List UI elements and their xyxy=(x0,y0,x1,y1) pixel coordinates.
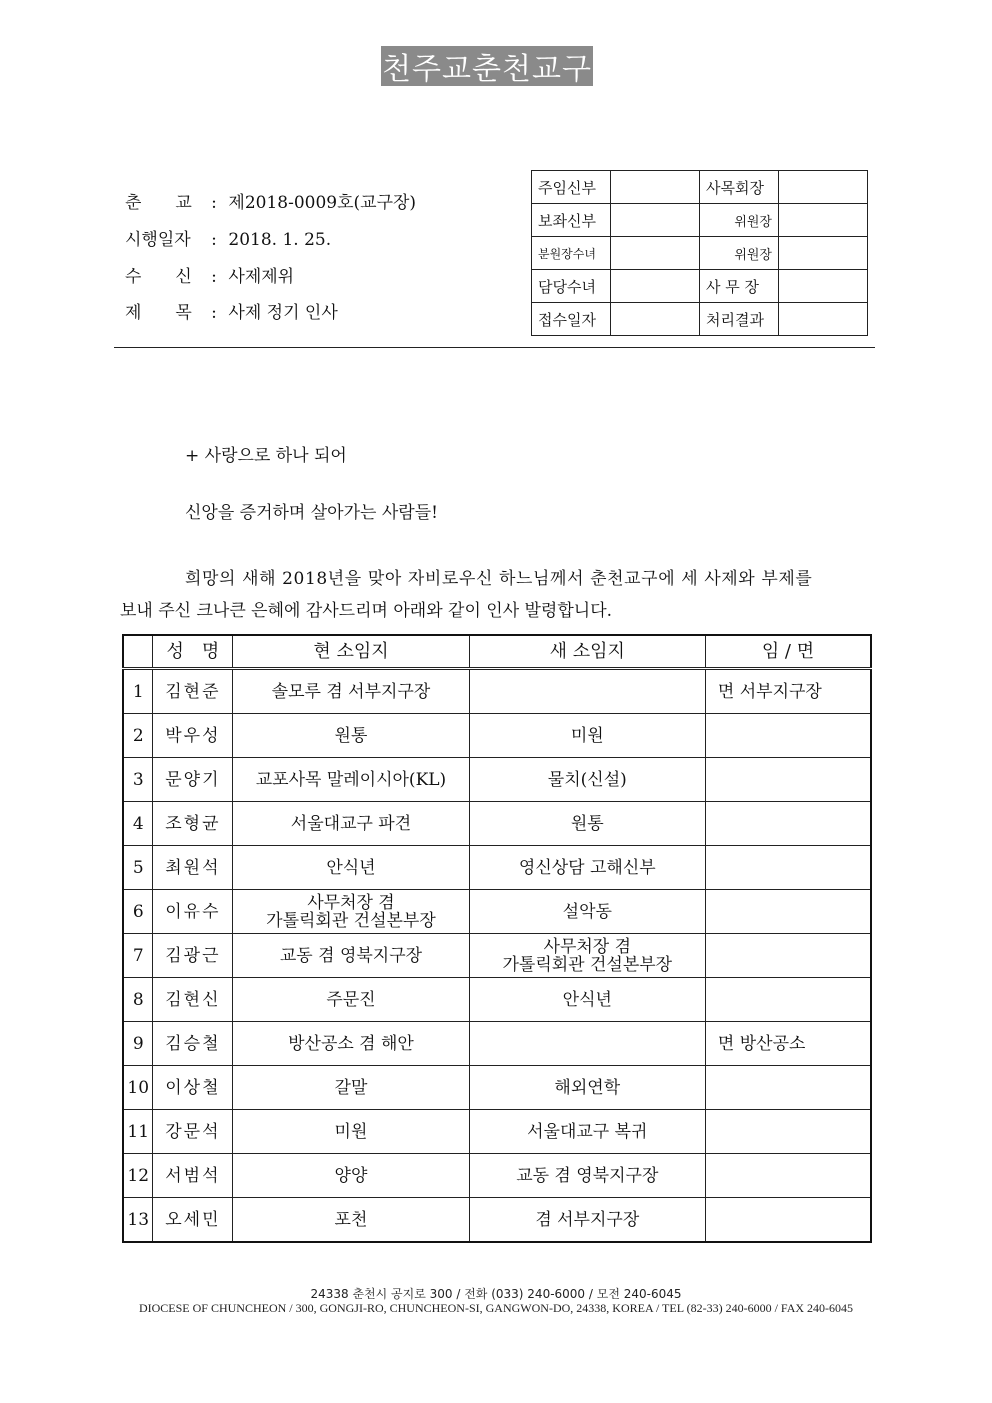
header-divider xyxy=(114,347,875,348)
row-index: 9 xyxy=(123,1022,153,1066)
approval-row xyxy=(532,303,868,336)
row-appoint-dismiss xyxy=(705,1198,871,1243)
row-index: 10 xyxy=(123,1066,153,1110)
row-name: 김현신 xyxy=(153,978,233,1022)
meta-row-number: 춘 교 : 제2018-0009호(교구장) xyxy=(125,188,416,213)
meta-row-subject: 제 목 : 사제 정기 인사 xyxy=(125,298,338,323)
table-row xyxy=(123,978,871,1022)
approval-cell xyxy=(779,171,868,204)
approval-label: 분원장수녀 xyxy=(532,237,611,270)
header-name: 성 명 xyxy=(153,635,233,669)
table-row xyxy=(123,1022,871,1066)
row-current-post: 주문진 xyxy=(233,978,469,1022)
row-name: 최원석 xyxy=(153,846,233,890)
row-current-post: 안식년 xyxy=(233,846,469,890)
row-index: 13 xyxy=(123,1198,153,1243)
row-new-post: 해외연학 xyxy=(469,1066,705,1110)
row-new-post: 설악동 xyxy=(469,890,705,934)
row-index: 2 xyxy=(123,714,153,758)
row-new-post: 안식년 xyxy=(469,978,705,1022)
body-paragraph-line2: 보내 주신 크나큰 은혜에 감사드리며 아래와 같이 인사 발령합니다. xyxy=(120,601,613,621)
meta-row-recipient: 수 신 : 사제제위 xyxy=(125,262,294,287)
row-new-post: 교동 겸 영북지구장 xyxy=(469,1154,705,1198)
row-new-post: 미원 xyxy=(469,714,705,758)
row-current-post: 방산공소 겸 해안 xyxy=(233,1022,469,1066)
row-appoint-dismiss: 면 서부지구장 xyxy=(705,669,871,714)
table-row xyxy=(123,890,871,934)
approval-label: 담당수녀 xyxy=(532,270,611,303)
row-name: 오세민 xyxy=(153,1198,233,1243)
row-index: 11 xyxy=(123,1110,153,1154)
body-paragraph-line1: 희망의 새해 2018년을 맞아 자비로우신 하느님께서 춘천교구에 세 사제와 부제를 xyxy=(185,569,813,589)
row-current-post: 사무처장 겸 가톨릭회관 건설본부장 xyxy=(233,890,469,934)
approval-cell xyxy=(611,237,700,270)
meta-value: 2018. 1. 25. xyxy=(228,230,332,250)
row-appoint-dismiss xyxy=(705,846,871,890)
approval-row xyxy=(532,237,868,270)
meta-key: 시행일자 xyxy=(125,230,191,250)
row-name: 조형균 xyxy=(153,802,233,846)
footer-address-english: DIOCESE OF CHUNCHEON / 300, GONGJI-RO, CHUNCHEON-SI, GANGWON-DO, 24338, KOREA / TEL (82-33) 240-6000 / FAX 240-6045 xyxy=(138,1301,854,1315)
meta-value: 사제제위 xyxy=(228,267,295,287)
row-appoint-dismiss xyxy=(705,714,871,758)
row-appoint-dismiss xyxy=(705,978,871,1022)
header-current-post: 현 소임지 xyxy=(233,635,469,669)
row-current-post: 교포사목 말레이시아(KL) xyxy=(233,758,469,802)
appointments-table xyxy=(122,634,872,1243)
approval-row xyxy=(532,204,868,237)
meta-value: 사제 정기 인사 xyxy=(228,303,338,323)
table-header-row xyxy=(123,635,871,669)
row-new-post: 물치(신설) xyxy=(469,758,705,802)
approval-cell xyxy=(611,303,700,336)
meta-value: 제2018-0009호(교구장) xyxy=(228,193,417,213)
approval-row xyxy=(532,171,868,204)
approval-cell xyxy=(779,204,868,237)
table-row xyxy=(123,714,871,758)
row-current-post: 원통 xyxy=(233,714,469,758)
approval-label: 주임신부 xyxy=(532,171,611,204)
approval-cell xyxy=(779,303,868,336)
table-row xyxy=(123,758,871,802)
row-appoint-dismiss xyxy=(705,758,871,802)
row-current-post: 교동 겸 영북지구장 xyxy=(233,934,469,978)
row-index: 12 xyxy=(123,1154,153,1198)
row-new-post xyxy=(469,1022,705,1066)
meta-key: 제 목 xyxy=(125,303,192,323)
row-current-post: 서울대교구 파견 xyxy=(233,802,469,846)
row-new-post xyxy=(469,669,705,714)
approval-cell xyxy=(611,270,700,303)
row-index: 7 xyxy=(123,934,153,978)
row-current-post: 갈말 xyxy=(233,1066,469,1110)
row-current-post: 포천 xyxy=(233,1198,469,1243)
row-appoint-dismiss xyxy=(705,802,871,846)
row-new-post: 겸 서부지구장 xyxy=(469,1198,705,1243)
footer-address-korean: 24338 춘천시 공지로 300 / 전화 (033) 240-6000 / 모전 240-6045 xyxy=(310,1287,682,1301)
row-name: 이상철 xyxy=(153,1066,233,1110)
approval-label: 위원장 xyxy=(700,204,779,237)
row-appoint-dismiss: 면 방산공소 xyxy=(705,1022,871,1066)
approval-label: 위원장 xyxy=(700,237,779,270)
row-index: 4 xyxy=(123,802,153,846)
row-name: 문양기 xyxy=(153,758,233,802)
approval-cell xyxy=(779,270,868,303)
row-name: 이유수 xyxy=(153,890,233,934)
row-index: 5 xyxy=(123,846,153,890)
table-row xyxy=(123,1154,871,1198)
approval-label: 사 무 장 xyxy=(700,270,779,303)
header-index xyxy=(123,635,153,669)
row-name: 김승철 xyxy=(153,1022,233,1066)
approval-label: 보좌신부 xyxy=(532,204,611,237)
approval-label: 사목회장 xyxy=(700,171,779,204)
approval-label: 접수일자 xyxy=(532,303,611,336)
row-name: 강문석 xyxy=(153,1110,233,1154)
row-new-post: 서울대교구 복귀 xyxy=(469,1110,705,1154)
table-row xyxy=(123,934,871,978)
row-new-post: 원통 xyxy=(469,802,705,846)
table-row xyxy=(123,1110,871,1154)
row-appoint-dismiss xyxy=(705,1110,871,1154)
row-current-post: 솔모루 겸 서부지구장 xyxy=(233,669,469,714)
approval-cell xyxy=(779,237,868,270)
header-new-post: 새 소임지 xyxy=(469,635,705,669)
approval-table xyxy=(531,170,868,336)
row-name: 김현준 xyxy=(153,669,233,714)
approval-cell xyxy=(611,204,700,237)
body-motto: 신앙을 증거하며 살아가는 사람들! xyxy=(185,503,438,523)
approval-label: 처리결과 xyxy=(700,303,779,336)
row-name: 서범석 xyxy=(153,1154,233,1198)
approval-cell xyxy=(611,171,700,204)
approval-row xyxy=(532,270,868,303)
row-appoint-dismiss xyxy=(705,1154,871,1198)
row-current-post: 양양 xyxy=(233,1154,469,1198)
diocese-logo-title: 천주교춘천교구 xyxy=(381,46,593,86)
table-row xyxy=(123,846,871,890)
header-appoint-dismiss: 임 / 면 xyxy=(705,635,871,669)
table-row xyxy=(123,1198,871,1243)
row-appoint-dismiss xyxy=(705,1066,871,1110)
row-name: 김광근 xyxy=(153,934,233,978)
meta-key: 수 신 xyxy=(125,267,192,287)
row-index: 3 xyxy=(123,758,153,802)
table-row xyxy=(123,1066,871,1110)
meta-row-date: 시행일자 : 2018. 1. 25. xyxy=(125,225,331,250)
body-greeting: + 사랑으로 하나 되어 xyxy=(185,446,347,466)
meta-key: 춘 교 xyxy=(125,193,192,213)
row-new-post: 사무처장 겸 가톨릭회관 건설본부장 xyxy=(469,934,705,978)
row-appoint-dismiss xyxy=(705,890,871,934)
row-index: 8 xyxy=(123,978,153,1022)
row-name: 박우성 xyxy=(153,714,233,758)
row-index: 6 xyxy=(123,890,153,934)
row-appoint-dismiss xyxy=(705,934,871,978)
table-row xyxy=(123,669,871,714)
row-current-post: 미원 xyxy=(233,1110,469,1154)
row-index: 1 xyxy=(123,669,153,714)
table-row xyxy=(123,802,871,846)
row-new-post: 영신상담 고해신부 xyxy=(469,846,705,890)
